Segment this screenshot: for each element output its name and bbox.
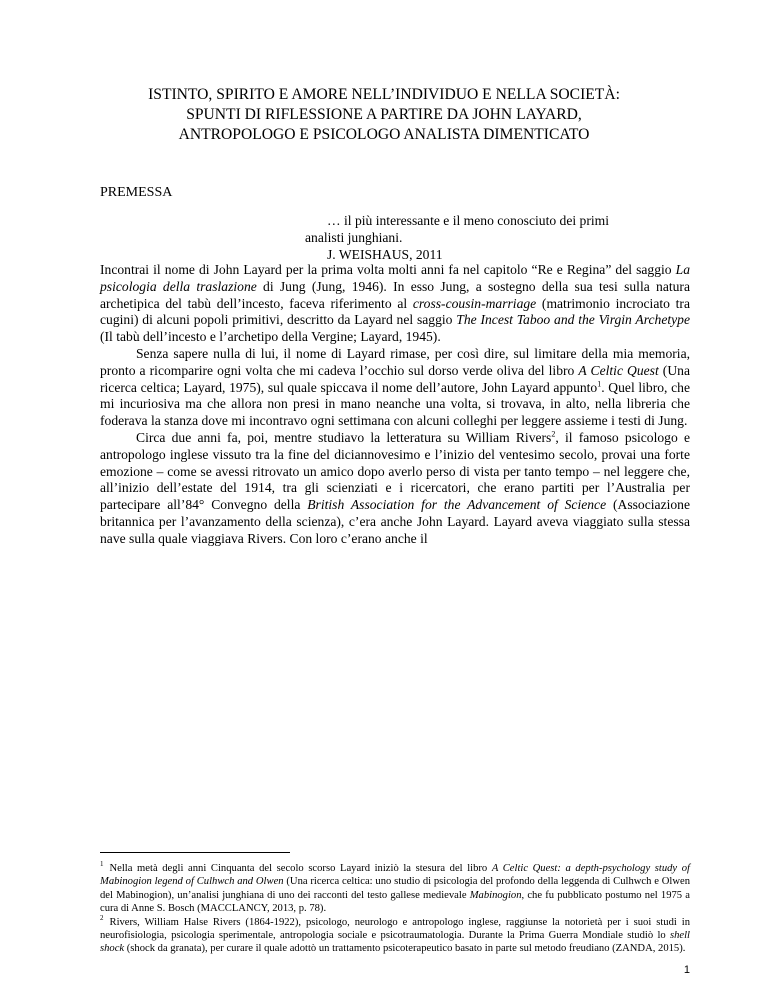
text-run: Incontrai il nome di John Layard per la prima volta molti anni fa nel capitolo “Re e Regina” del saggio [100,262,676,277]
text-run: (Una ricerca celtica; Layard, 1975), sul quale spiccava il nome dell’autore, John Layard appunto [100,362,690,395]
footnote-1 [100,862,690,916]
footnote-ref-1[interactable]: 1 [597,379,602,389]
italic-title: La psicologia della traslazione [100,262,690,294]
epigraph-quote-line-1: … il più interessante e il meno conosciuto dei primi [327,213,610,228]
footnote-2 [100,916,690,956]
text-run: Circa due anni fa, poi, mentre studiavo la letteratura su William Rivers [136,429,552,445]
footnotes [100,862,690,956]
title-line-3: ANTROPOLOGO E PSICOLOGO ANALISTA DIMENTICATO [178,126,590,143]
italic-title: The Incest Taboo and the Virgin Archetype [456,312,690,328]
text-run: , il famoso psicologo e antropologo inglese vissuto tra la fine del diciannovesimo e l’inizio del ventesimo secolo, provai una forte emozione – come se avessi ritrovato un amico dopo averlo perso di vista per tanto tempo – nel leggere che, all’inizio dell’estate del 1914, tra gli scienziati e i ricercatori, che erano partiti per l’Australia per partecipare all’84° Convegno della [100,429,690,513]
paragraph-2 [100,346,690,430]
text-run: . Quel libro, che mi incuriosiva ma che allora non presi in mano neanche una volta, si trovava, in alto, nella libreria che foderava la stanza dove mi incontravo ogni settimana con alcuni colleghi per leggere assieme i testi di Jung. [100,379,690,429]
footnote-divider [100,852,290,853]
footnote-number: 1 [100,860,104,869]
paragraph-1 [100,262,690,346]
text-run: (Associazione britannica per l’avanzamento della scienza), c’era anche John Layard. Layard aveva viaggiato sulla stessa nave sulla quale viaggiava Rivers. Con loro c’erano anche il [100,497,691,546]
section-heading: PREMESSA [100,185,173,200]
title-line-1: ISTINTO, SPIRITO E AMORE NELL’INDIVIDUO E NELLA SOCIETÀ: [148,86,620,103]
epigraph-source: J. WEISHAUS, 2011 [327,246,443,262]
italic-title: Mabinogion [469,889,522,901]
epigraph-quote-line-2: analisti junghiani. [305,229,403,245]
page-number: 1 [683,964,690,976]
body-text [100,262,690,548]
document-title [60,85,708,145]
title-line-2: SPUNTI DI RIFLESSIONE A PARTIRE DA JOHN LAYARD, [186,106,582,123]
text-run: Nella metà degli anni Cinquanta del secolo scorso Layard iniziò la stesura del libro [109,863,492,874]
text-run: Rivers, William Halse Rivers (1864-1922), psicologo, neurologo e antropologo inglese, raggiunse la notorietà per i suoi studi in neurofisiologia, psicologia sperimentale, antropologia sociale e psicotraumatologia. Durante la Prima Guerra Mondiale studiò lo [100,916,690,942]
epigraph [305,213,691,263]
text-run: (Il tabù dell’incesto e l’archetipo della Vergine; Layard, 1945). [100,329,441,345]
text-run: Senza sapere nulla di lui, il nome di Layard rimase, per così dire, sul limitare della mia memoria, pronto a ricomparire ogni volta che mi cadeva l’occhio sul dorso verde oliva del libro [100,345,690,378]
italic-organization: British Association for the Advancement of Science [307,497,607,513]
italic-term: cross-cousin-marriage [412,295,537,311]
text-run: , che fu pubblicato postumo nel 1975 a cura di Anne S. Bosch (MACCLANCY, 2013, p. 78). [100,889,690,915]
text-run: (matrimonio incrociato tra cugini) di alcuni popoli primitivi, descritto da Layard nel saggio [100,295,690,328]
italic-term: shell shock [100,930,690,955]
footnote-ref-2[interactable]: 2 [551,429,556,439]
italic-title: A Celtic Quest: a depth-psychology study of Mabinogion legend of Culhwch and Olwen [100,863,690,888]
paragraph-3 [100,430,690,548]
text-run: (Una ricerca celtica: uno studio di psicologia del profondo della leggenda di Culhwch e Olwen del Mabinogion), un’analisi junghiana di uno dei racconti del testo gallese medievale [100,876,690,901]
italic-title: A Celtic Quest [578,362,659,378]
footnote-number: 2 [100,914,104,923]
text-run: di Jung (Jung, 1946). In esso Jung, a sostegno della sua tesi sulla natura archetipica del tabù dell’incesto, faceva riferimento al [100,278,690,311]
text-run: (shock da granata), per curare il quale adottò un trattamento psicoterapeutico basato in parte sul metodo freudiano (ZANDA, 2015). [124,943,686,955]
